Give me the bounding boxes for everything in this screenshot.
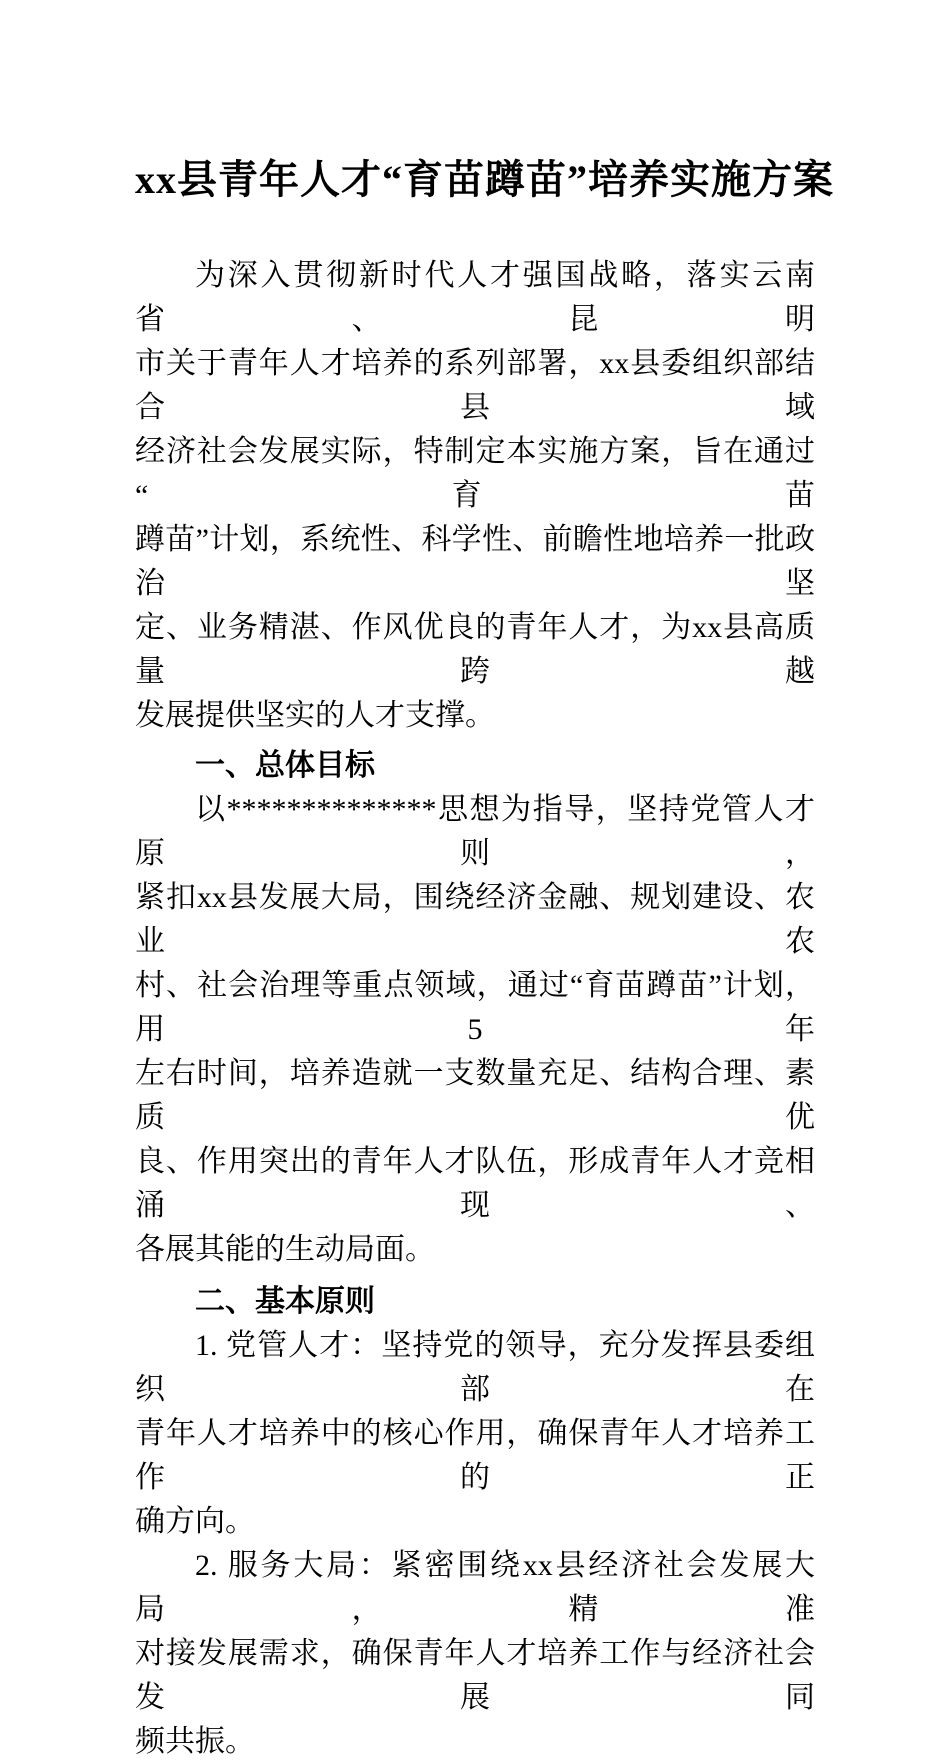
paragraph-overall-goal bbox=[135, 788, 815, 1272]
section-heading-overall-goal: 一、总体目标 bbox=[195, 749, 375, 782]
paragraph-principle-2 bbox=[135, 1544, 815, 1764]
paragraph-line: 发展提供坚实的人才支撑。 bbox=[135, 699, 495, 732]
paragraph-line: 频共振。 bbox=[135, 1725, 255, 1758]
paragraph-line: 良、作用突出的青年人才队伍，形成青年人才竞相涌现、 bbox=[135, 1145, 815, 1222]
paragraph-line: 市关于青年人才培养的系列部署，xx县委组织部结合县域 bbox=[135, 347, 815, 424]
document-title: xx县青年人才“育苗蹲苗”培养实施方案 bbox=[135, 157, 834, 202]
paragraph-line: 各展其能的生动局面。 bbox=[135, 1233, 435, 1266]
paragraph-intro bbox=[135, 254, 815, 738]
paragraph-line: 左右时间，培养造就一支数量充足、结构合理、素质优 bbox=[135, 1057, 815, 1134]
paragraph-principle-1 bbox=[135, 1324, 815, 1544]
paragraph-line: 村、社会治理等重点领域，通过“育苗蹲苗”计划，用5年 bbox=[135, 969, 815, 1046]
paragraph-line: 紧扣xx县发展大局，围绕经济金融、规划建设、农业农 bbox=[135, 881, 815, 958]
paragraph-line: 定、业务精湛、作风优良的青年人才，为xx县高质量跨越 bbox=[135, 611, 815, 688]
paragraph-line: 蹲苗”计划，系统性、科学性、前瞻性地培养一批政治坚 bbox=[135, 523, 815, 600]
paragraph-line: 经济社会发展实际，特制定本实施方案，旨在通过“育苗 bbox=[135, 435, 815, 512]
paragraph-line: 为深入贯彻新时代人才强国战略，落实云南省、昆明 bbox=[135, 259, 815, 336]
paragraph-line: 确方向。 bbox=[135, 1505, 255, 1538]
paragraph-line: 以**************思想为指导，坚持党管人才原则， bbox=[135, 793, 815, 870]
paragraph-line: 青年人才培养中的核心作用，确保青年人才培养工作的正 bbox=[135, 1417, 815, 1494]
paragraph-line: 对接发展需求，确保青年人才培养工作与经济社会发展同 bbox=[135, 1637, 815, 1714]
paragraph-line: 1. 党管人才：坚持党的领导，充分发挥县委组织部在 bbox=[135, 1329, 815, 1406]
paragraph-line: 2. 服务大局：紧密围绕xx县经济社会发展大局，精准 bbox=[135, 1549, 815, 1626]
section-heading-basic-principles: 二、基本原则 bbox=[195, 1285, 375, 1318]
